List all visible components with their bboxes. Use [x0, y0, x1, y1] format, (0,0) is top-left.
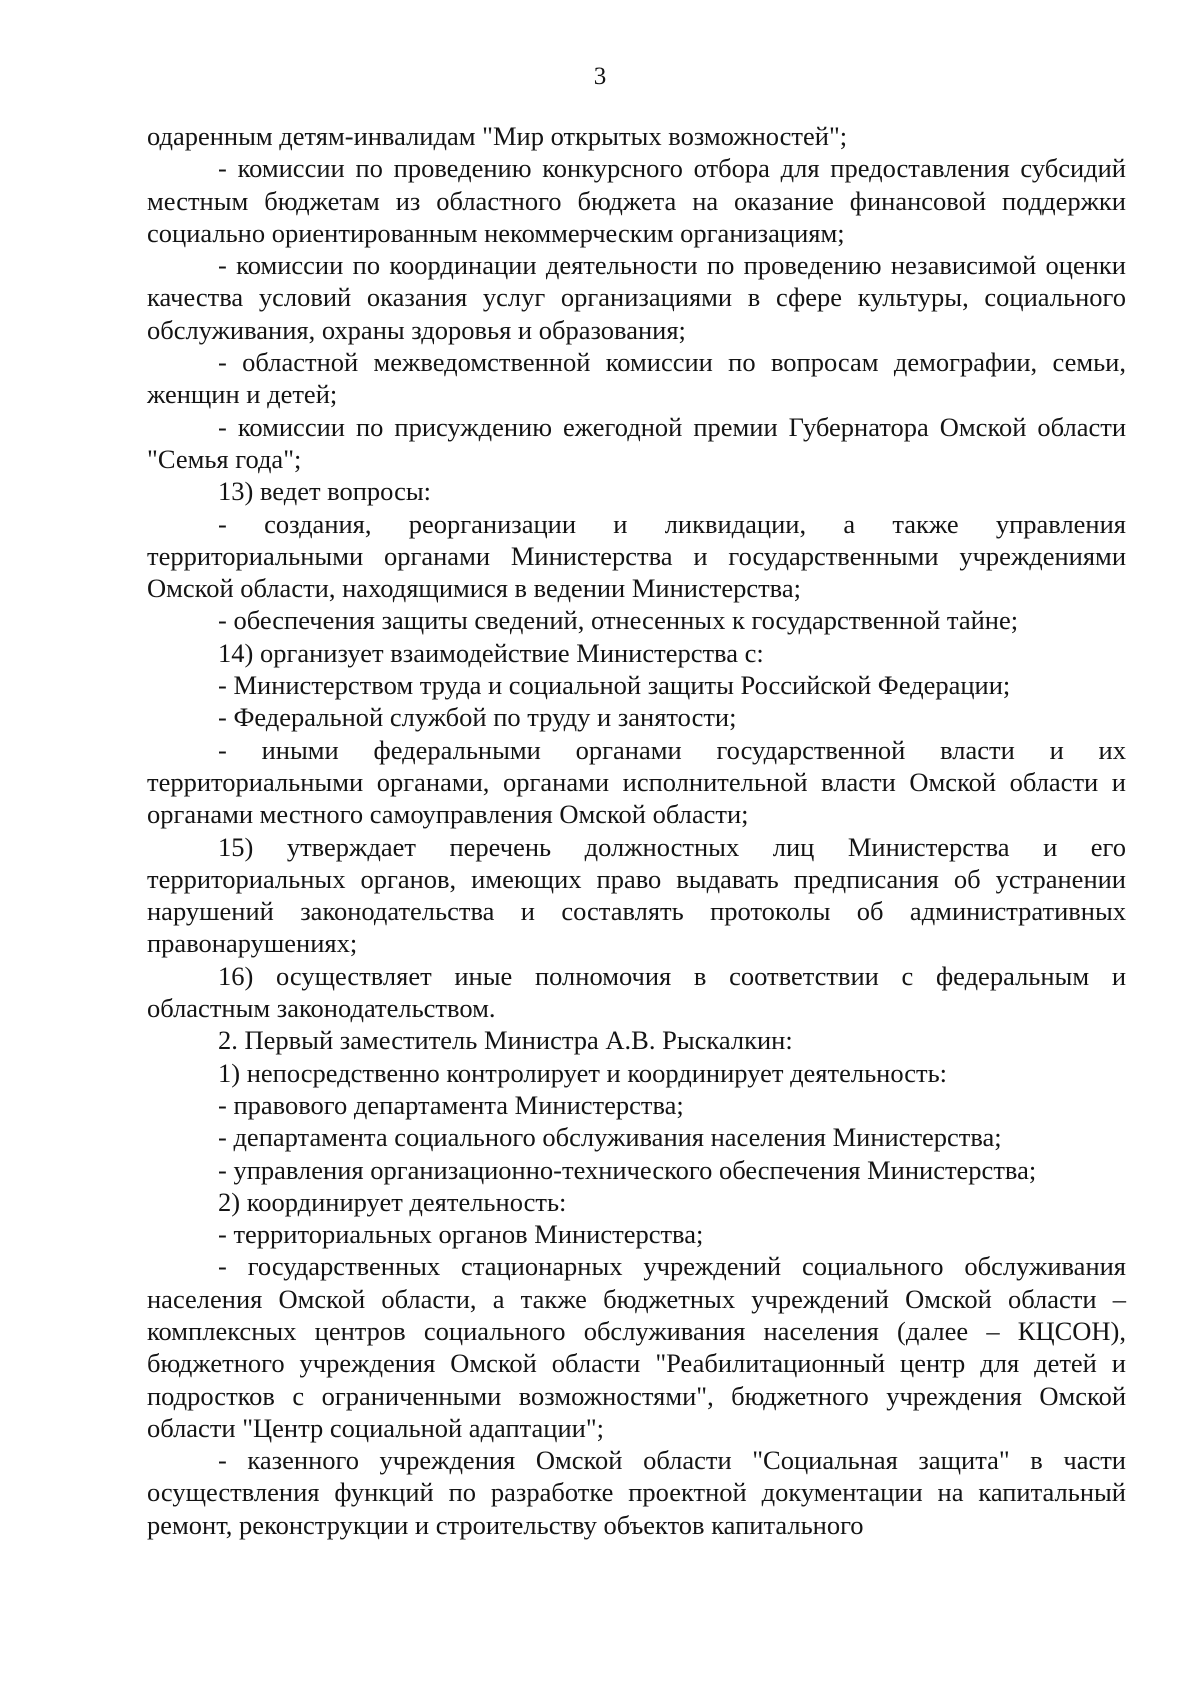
- paragraph: 2. Первый заместитель Министра А.В. Рыскалкин:: [218, 1025, 793, 1056]
- paragraph: 2) координирует деятельность:: [218, 1186, 567, 1217]
- paragraph: - государственных стационарных учреждений социального обслуживания населения Омской области, а также бюджетных учреждений Омской области – комплексных центров социального обслуживания населения (далее – КЦСОН), бюджетного учреждения Омской области "Реабилитационный центр для детей и подростков с ограниченными возможностями", бюджетного учреждения Омской области "Центр социальной адаптации";: [147, 1251, 1126, 1443]
- paragraph: - иными федеральными органами государственной власти и их территориальными органами, органами исполнительной власти Омской области и органами местного самоуправления Омской области;: [147, 734, 1126, 830]
- paragraph: 1) непосредственно контролирует и координирует деятельность:: [218, 1057, 948, 1088]
- paragraph: - казенного учреждения Омской области "Социальная защита" в части осуществления функций по разработке проектной документации на капитальный ремонт, реконструкции и строительству объектов капитального: [147, 1445, 1126, 1540]
- paragraph: - департамента социального обслуживания населения Министерства;: [218, 1122, 1002, 1153]
- document-body: [147, 120, 1126, 1541]
- paragraph: - комиссии по координации деятельности по проведению независимой оценки качества условий оказания услуг организациями в сфере культуры, социального обслуживания, охраны здоровья и образования;: [147, 250, 1126, 345]
- paragraph: - создания, реорганизации и ликвидации, а также управления территориальными органами Министерства и государственными учреждениями Омской области, находящимися в ведении Министерства;: [147, 508, 1126, 604]
- page-number: 3: [593, 63, 607, 90]
- paragraph: 13) ведет вопросы:: [218, 476, 432, 507]
- paragraph: 14) организует взаимодействие Министерства с:: [218, 637, 764, 668]
- paragraph: - управления организационно-технического обеспечения Министерства;: [218, 1154, 1037, 1185]
- paragraph: 15) утверждает перечень должностных лиц Министерства и его территориальных органов, имеющих право выдавать предписания об устранении нарушений законодательства и составлять протоколы об административных правонарушениях;: [147, 831, 1126, 959]
- paragraph: - комиссии по присуждению ежегодной премии Губернатора Омской области "Семья года";: [147, 411, 1126, 474]
- paragraph: - комиссии по проведению конкурсного отбора для предоставления субсидий местным бюджетам из областного бюджета на оказание финансовой поддержки социально ориентированным некоммерческим организациям;: [147, 153, 1126, 248]
- paragraph: - Министерством труда и социальной защиты Российской Федерации;: [218, 670, 1011, 701]
- paragraph: - территориальных органов Министерства;: [218, 1219, 704, 1250]
- paragraph: - обеспечения защиты сведений, отнесенных к государственной тайне;: [218, 605, 1019, 636]
- paragraph: - правового департамента Министерства;: [218, 1089, 684, 1120]
- paragraph: - Федеральной службой по труду и занятости;: [218, 702, 737, 733]
- paragraph: 16) осуществляет иные полномочия в соответствии с федеральным и областным законодательством.: [147, 960, 1126, 1024]
- paragraph: - областной межведомственной комиссии по вопросам демографии, семьи, женщин и детей;: [147, 347, 1126, 410]
- paragraph: одаренным детям-инвалидам "Мир открытых возможностей";: [147, 121, 848, 151]
